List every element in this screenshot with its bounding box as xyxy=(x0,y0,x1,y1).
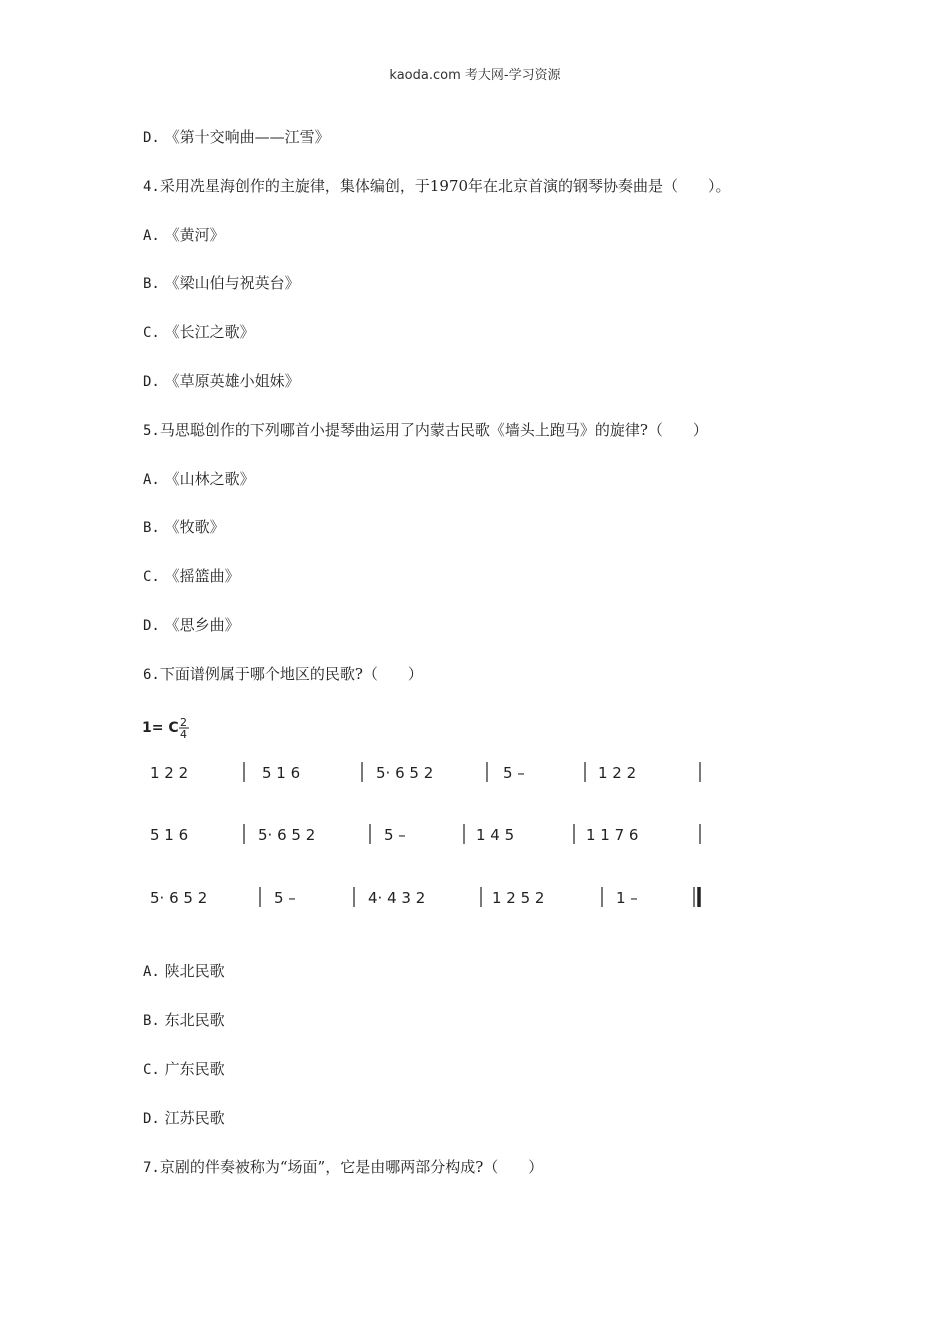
q4-option-d: D. 《草原英雄小姐妹》 xyxy=(143,372,300,390)
q6-option-a: A. 陕北民歌 xyxy=(143,962,225,980)
q4-option-b: B. 《梁山伯与祝英台》 xyxy=(143,274,300,292)
score-measure: 5 – xyxy=(274,889,296,907)
score-time-bottom: 4 xyxy=(180,728,187,741)
q4-option-c: C. 《长江之歌》 xyxy=(143,323,255,341)
score-time-top: 2 xyxy=(180,716,187,729)
q5-option-c: C. 《摇篮曲》 xyxy=(143,567,240,585)
score-row-3 xyxy=(150,887,699,907)
score-measure: 5· 6 5 2 xyxy=(376,764,434,782)
score-row-2 xyxy=(150,824,700,844)
question-7: 7.京剧的伴奏被称为“场面”，它是由哪两部分构成?（ ） xyxy=(143,1158,544,1176)
score-measure: 5 – xyxy=(503,764,525,782)
score-measure: 1 2 2 xyxy=(598,764,637,782)
option-d-prev: D. 《第十交响曲——江雪》 xyxy=(143,128,330,146)
score-measure: 1 2 2 xyxy=(150,764,189,782)
question-6: 6.下面谱例属于哪个地区的民歌?（ ） xyxy=(143,665,423,683)
score-measure: 4· 4 3 2 xyxy=(368,889,426,907)
q4-option-a: A. 《黄河》 xyxy=(143,226,225,244)
score-measure: 1 1 7 6 xyxy=(586,826,639,844)
question-4: 4.采用冼星海创作的主旋律，集体编创，于1970年在北京首演的钢琴协奏曲是（ ）。 xyxy=(143,177,731,195)
music-score xyxy=(140,712,740,932)
q5-option-a: A. 《山林之歌》 xyxy=(143,470,255,488)
score-measure: 1 – xyxy=(616,889,638,907)
question-5: 5.马思聪创作的下列哪首小提琴曲运用了内蒙古民歌《墙头上跑马》的旋律?（ ） xyxy=(143,421,708,439)
score-measure: 5 1 6 xyxy=(262,764,301,782)
score-measure: 1 4 5 xyxy=(476,826,515,844)
score-key: 1= C xyxy=(142,720,179,736)
q6-option-d: D. 江苏民歌 xyxy=(143,1109,225,1127)
score-measure: 5· 6 5 2 xyxy=(150,889,208,907)
q5-option-b: B. 《牧歌》 xyxy=(143,518,225,536)
score-row-1 xyxy=(150,762,700,782)
q6-option-b: B. 东北民歌 xyxy=(143,1011,225,1029)
page-header: kaoda.com 考大网-学习资源 xyxy=(389,68,561,83)
score-measure: 5· 6 5 2 xyxy=(258,826,316,844)
q6-option-c: C. 广东民歌 xyxy=(143,1060,225,1078)
score-measure: 5 1 6 xyxy=(150,826,189,844)
score-measure: 1 2 5 2 xyxy=(492,889,545,907)
score-measure: 5 – xyxy=(384,826,406,844)
q5-option-d: D. 《思乡曲》 xyxy=(143,616,240,634)
